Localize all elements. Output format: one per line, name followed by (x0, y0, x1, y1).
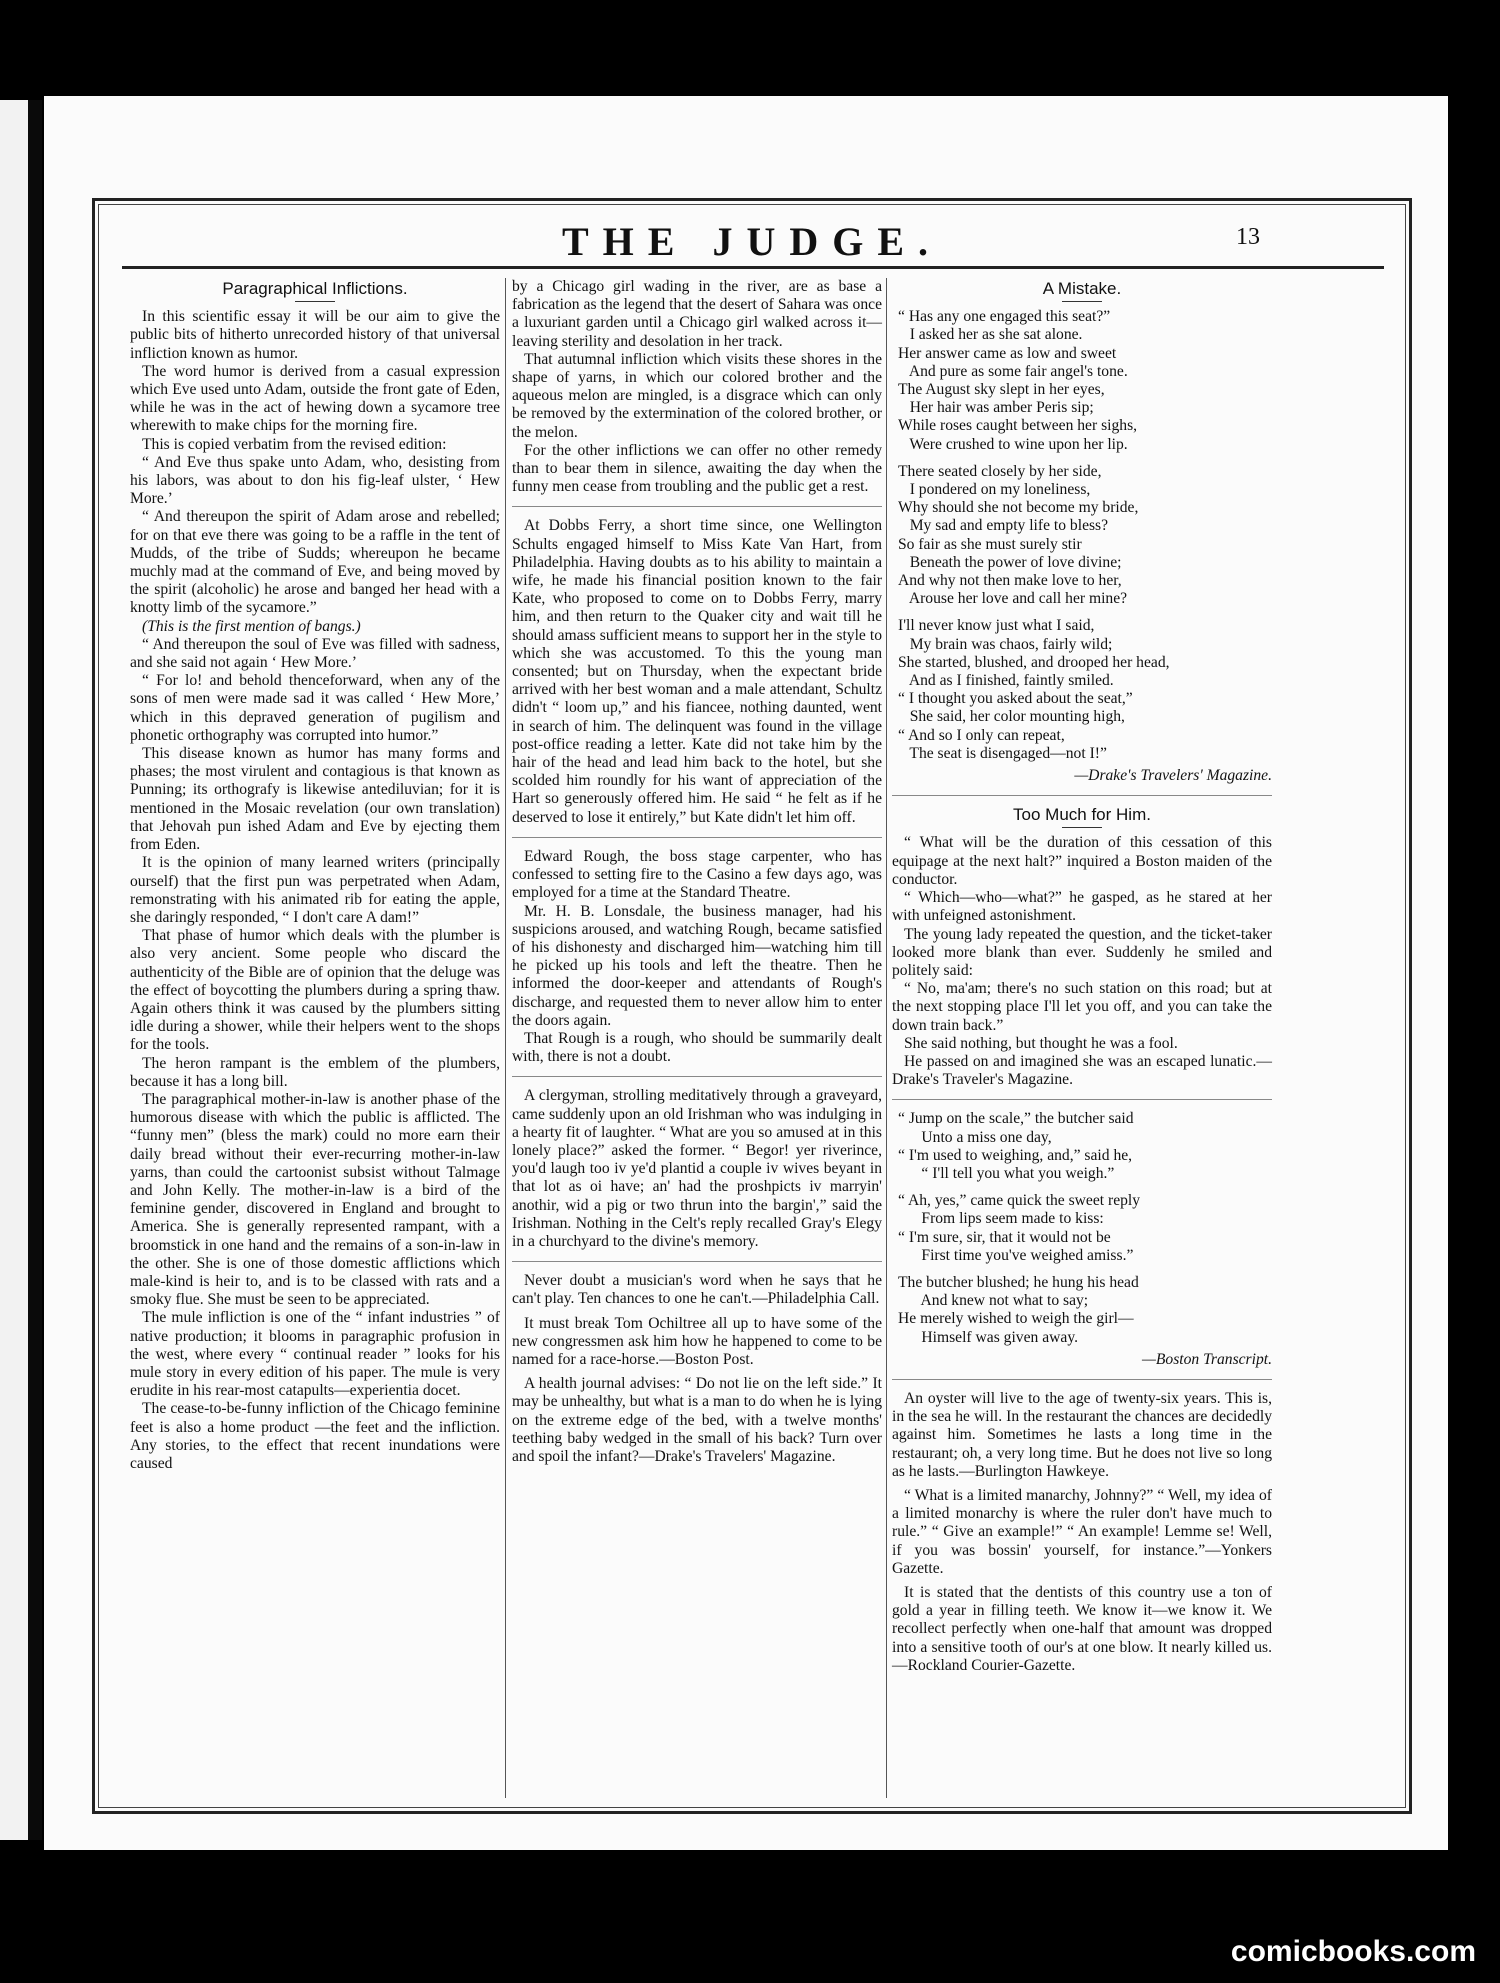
heading-rule (1062, 827, 1102, 828)
paragraph: The word humor is derived from a casual expression which Eve used unto Adam, outside the front gate of Eden, while he was in the act of hewing down a sycamore tree wherewith to make chips for the morning fire. (130, 362, 500, 435)
poem-line: “ I thought you asked about the seat,” (898, 690, 1133, 708)
paragraph: “ No, ma'am; there's no such station on this road; but at the next stopping place I'll let you off, and you can take the down train back.” (892, 980, 1272, 1034)
poem (898, 1110, 1272, 1346)
paragraph: That autumnal infliction which visits these shores in the shape of yarns, in which our colored brother and the aqueous melon are mingled, is a disgrace which can only be removed by the extermination of the colored brother, or the melon. (512, 350, 882, 441)
poem-line: He merely wished to weigh the girl— (898, 1310, 1134, 1328)
item-divider (512, 1261, 882, 1262)
paragraph: The paragraphical mother-in-law is another phase of the humorous disease with which the public is afflicted. The “funny men” (bless the mark) could no more earn their daily bread without their ever-recurring mother-in-law yarns, than could the cartoonist subsist without Talmage and John Kelly. The mother-in-law is a bird of the feminine gender, discovered in England and brought to America. She is generally represented rampant, with a broomstick in one hand and the remains of a son-in-law in the other. She is one of those domestic afflictions which male-kind is heir to, and is to be classed with rats and a smoky flue. She must be seen to be appreciated. (130, 1090, 500, 1309)
paragraph: That Rough is a rough, who should be summarily dealt with, there is not a doubt. (512, 1029, 882, 1066)
poem-line: I'll never know just what I said, (898, 617, 1095, 635)
article-heading: Too Much for Him. (1013, 805, 1151, 825)
paragraph: An oyster will live to the age of twenty-six years. This is, in the sea he will. In the restaurant the chances are decidedly against him. Sometimes he lasts a long time in the restaurant; oh, a very long time. But he does not live so long as he lasts.—Burlington Hawkeye. (892, 1389, 1272, 1480)
paragraph: She said nothing, but thought he was a fool. (904, 1034, 1178, 1052)
poem-line: “ Jump on the scale,” the butcher said (898, 1110, 1134, 1128)
article-body (130, 308, 500, 1473)
column-2 (512, 278, 882, 1466)
poem-line: From lips seem made to kiss: (898, 1210, 1104, 1228)
paragraph: “ And Eve thus spake unto Adam, who, desisting from his labors, was about to don his fig-leaf ulster, ‘ Hew More.’ (130, 453, 500, 508)
attribution: —Boston Transcript. (1142, 1350, 1272, 1368)
poem-line: Her answer came as low and sweet (898, 344, 1117, 362)
watermark: comicbooks.com (1230, 1935, 1476, 1968)
poem-line: I asked her as she sat alone. (898, 326, 1083, 344)
poem-line: The butcher blushed; he hung his head (898, 1273, 1139, 1291)
poem-line: “ I'll tell you what you weigh.” (898, 1164, 1115, 1182)
paragraph: It is stated that the dentists of this country use a ton of gold a year in filling teeth. We know it—we know it. We recollect perfectly when one-half that amount was dropped into a sensitive tooth of our's at one blow. It nearly killed us.—Rockland Courier-Gazette. (892, 1584, 1272, 1674)
attribution: —Drake's Travelers' Magazine. (1074, 767, 1272, 785)
poem-line: “ Ah, yes,” came quick the sweet reply (898, 1192, 1141, 1210)
page-number: 13 (1236, 224, 1260, 250)
paragraph: For the other inflictions we can offer no other remedy than to bear them in silence, awaiting the day when the funny men cease from troubling and the public get a rest. (512, 441, 882, 496)
poem-line: Himself was given away. (898, 1328, 1079, 1346)
heading-rule (1062, 301, 1102, 302)
paragraph: The young lady repeated the question, and the ticket-taker looked more blank than ever. Suddenly he smiled and politely said: (892, 925, 1272, 979)
poem-line: Her hair was amber Peris sip; (898, 399, 1094, 417)
paragraph: He passed on and imagined she was an escaped lunatic.—Drake's Traveler's Magazine. (892, 1052, 1272, 1089)
column-3 (892, 278, 1272, 1675)
poem-line: And pure as some fair angel's tone. (898, 362, 1128, 380)
paragraph: Mr. H. B. Lonsdale, the business manager, had his suspicions aroused, and watching Rough, became satisfied of his dishonesty and discharged him—watching him till he picked up his tools and left the theatre. Then he informed the door-keeper and attendants of Rough's discharge, and requested them to never allow him to enter the doors again. (512, 902, 882, 1029)
paragraph: Edward Rough, the boss stage carpenter, who has confessed to setting fire to the Casino a few days ago, was employed for a time at the Standard Theatre. (512, 847, 882, 902)
poem-line: She said, her color mounting high, (898, 708, 1125, 726)
paragraph: It must break Tom Ochiltree all up to have some of the new congressmen ask him how he happened to come to be named for a race-horse.—Boston Post. (512, 1314, 882, 1368)
heading-rule (295, 301, 335, 302)
item-divider (512, 506, 882, 507)
column-divider (505, 278, 506, 1798)
item-divider (892, 795, 1272, 796)
poem-line: “ And so I only can repeat, (898, 726, 1065, 744)
paragraph: “ What is a limited manarchy, Johnny?” “ Well, my idea of a limited monarchy is where the ruler don't have much to rule.” “ Give an example!” “ An example! Lemme se! Well, if you was bossin' yourself, for instance.”—Yonkers Gazette. (892, 1486, 1272, 1577)
masthead-title: THE JUDGE. (561, 219, 943, 264)
paragraph: “ What will be the duration of this cessation of this equipage at the next halt?” inquired a Boston maiden of the conductor. (892, 834, 1272, 888)
poem-line: She started, blushed, and drooped her head, (898, 653, 1170, 671)
poem-line: My sad and empty life to bless? (898, 517, 1109, 535)
column-divider (886, 278, 887, 1798)
poem-line: Why should she not become my bride, (898, 499, 1139, 517)
facing-page-edge (0, 100, 28, 1840)
paragraph: The mule infliction is one of the “ infant industries ” of native production; it blooms in paragraphic profusion in the west, where every “ continual reader ” looks for his mule story in every edition of his paper. The mule is very erudite in his rear-most catapults—experientia docet. (130, 1309, 500, 1400)
poem-line: And knew not what to say; (898, 1292, 1089, 1310)
poem-line: Beneath the power of love divine; (898, 553, 1122, 571)
poem-line: Arouse her love and call her mine? (898, 590, 1128, 608)
poem-line: “ I'm sure, sir, that it would not be (898, 1228, 1111, 1246)
poem-line (898, 454, 1272, 463)
poem-line: There seated closely by her side, (898, 462, 1102, 480)
poem-line: The August sky slept in her eyes, (898, 381, 1105, 399)
item-divider (892, 1099, 1272, 1100)
poem-line: And why not then make love to her, (898, 572, 1122, 590)
item-divider (512, 837, 882, 838)
poem-line: While roses caught between her sighs, (898, 417, 1138, 435)
paragraph: “ And thereupon the soul of Eve was filled with sadness, and she said not again ‘ Hew More.’ (130, 635, 500, 672)
paragraph: At Dobbs Ferry, a short time since, one Wellington Schults engaged himself to Miss Kate Van Hart, from Philadelphia. Having doubts as to his ability to maintain a wife, he made his financial position known to the fair Kate, who proposed to come on to Dobbs Ferry, marry him, and then return to the Quaker city and wait till he should amass sufficient means to support her in the style to which she was accustomed. To this the young man consented; but on Thursday, when the expectant bride arrived with her best woman and a male attendant, Schultz didn't “ loom up,” and his fiancee, nothing daunted, went in search of him. The delinquent was found in the village post-office reading a letter. Kate did not take him by the hair of the head and lead him back to the hotel, but she scolded him roundly for his want of appreciation of the Hart so generously offered him. He said “ he felt as if he deserved to lose it entirely,” but Kate didn't let him off. (512, 517, 882, 826)
poem-line: Were crushed to wine upon her lip. (898, 435, 1128, 453)
poem-line: “ Has any one engaged this seat?” (898, 308, 1111, 326)
poem-line: So fair as she must surely stir (898, 535, 1082, 553)
column-1 (130, 278, 500, 1473)
paragraph: (This is the first mention of bangs.) (142, 617, 361, 635)
masthead-rule (122, 266, 1384, 269)
paragraph: A health journal advises: “ Do not lie on the left side.” It may be unhealthy, but what is a man to do when he is lying on the extreme edge of the bed, with a twelve months' teething baby wedged in the small of his back? Turn over and spoil the infant?—Drake's Travelers' Magazine. (512, 1375, 882, 1465)
poem-line (898, 1183, 1272, 1192)
item-divider (892, 1379, 1272, 1380)
poem-line (898, 1265, 1272, 1274)
poem-line: And as I finished, faintly smiled. (898, 672, 1114, 690)
gutter-shadow (28, 100, 42, 1840)
poem-line: “ I'm used to weighing, and,” said he, (898, 1146, 1133, 1164)
paragraph: “ Which—who—what?” he gasped, as he stared at her with unfeigned astonishment. (892, 889, 1272, 925)
paragraph: The cease-to-be-funny infliction of the Chicago feminine feet is also a home product —the feet and the infliction. Any stories, to the effect that recent inundations were caused (130, 1400, 500, 1472)
poem (898, 308, 1272, 763)
poem-line: The seat is disengaged—not I!” (898, 744, 1107, 762)
poem-line: My brain was chaos, fairly wild; (898, 635, 1113, 653)
item-divider (512, 1076, 882, 1077)
paragraph: In this scientific essay it will be our aim to give the public bits of hitherto unrecorded history of that universal infliction known as humor. (130, 308, 500, 362)
paragraph: A clergyman, strolling meditatively through a graveyard, came suddenly upon an old Irishman who was indulging in a hearty fit of laughter. “ What are you so amused at in this lonely place?” asked the former. “ Begor! yer riverince, you'd laugh too iv ye'd plantid a couple iv wives beyant in that lot as oi have; an' had the proshpicts iv marryin' anothir, wid a pig or two thrun into the bargin',” said the Irishman. Nothing in the Celt's reply recalled Gray's Elegy in a churchyard to the divine's memory. (512, 1087, 882, 1250)
poem-line: Unto a miss one day, (898, 1128, 1052, 1146)
paragraph: That phase of humor which deals with the plumber is also very ancient. Some people who discard the authenticity of the Bible are of opinion that the deluge was the effect of boycotting the plumbers during a spring thaw. Again others think it was caused by the plumbers sitting idle during a shower, while their helpers went to the shops for the tools. (130, 927, 500, 1054)
paragraph: It is the opinion of many learned writers (principally ourself) that the first pun was perpetrated when Adam, remonstrating with his animated rib for eating the apple, she daringly responded, “ I don't care A dam!” (130, 854, 500, 926)
poem-line: I pondered on my loneliness, (898, 481, 1091, 499)
paragraph: The heron rampant is the emblem of the plumbers, because it has a long bill. (130, 1054, 500, 1090)
poem-line: First time you've weighed amiss.” (898, 1246, 1134, 1264)
poem-line (898, 608, 1272, 617)
paragraph: “ For lo! and behold thenceforward, when any of the sons of men were made sad it was called ‘ Hew More,’ which in this depraved generation of pugilism and phonetic orthography was corrupted into humor.” (130, 672, 500, 744)
paragraph: “ And thereupon the spirit of Adam arose and rebelled; for on that eve there was going to be a raffle in the tent of Mudds, of the tribe of Sudds; whereupon he became muchly mad at the command of Eve, and being moved by the spirit (alcoholic) he arose and banged her head with a knotty limb of the sycamore.” (130, 508, 500, 617)
article-heading: A Mistake. (1042, 279, 1122, 298)
article-heading: Paragraphical Inflictions. (222, 279, 408, 298)
paragraph: This is copied verbatim from the revised edition: (142, 435, 447, 453)
paragraph: This disease known as humor has many forms and phases; the most virulent and contagious is that known as Punning; its orthografy is likewise antediluvian; for it is mentioned in the Mosaic revelation (our own translation) that Jehovah pun ished Adam and Eve by ejecting them from Eden. (130, 745, 500, 854)
paragraph: Never doubt a musician's word when he says that he can't play. Ten chances to one he can't.—Philadelphia Call. (512, 1272, 882, 1308)
paragraph: by a Chicago girl wading in the river, are as base a fabrication as the legend that the desert of Sahara was once a luxuriant garden until a Chicago girl walked across it—leaving sterility and desolation in her track. (512, 278, 882, 350)
